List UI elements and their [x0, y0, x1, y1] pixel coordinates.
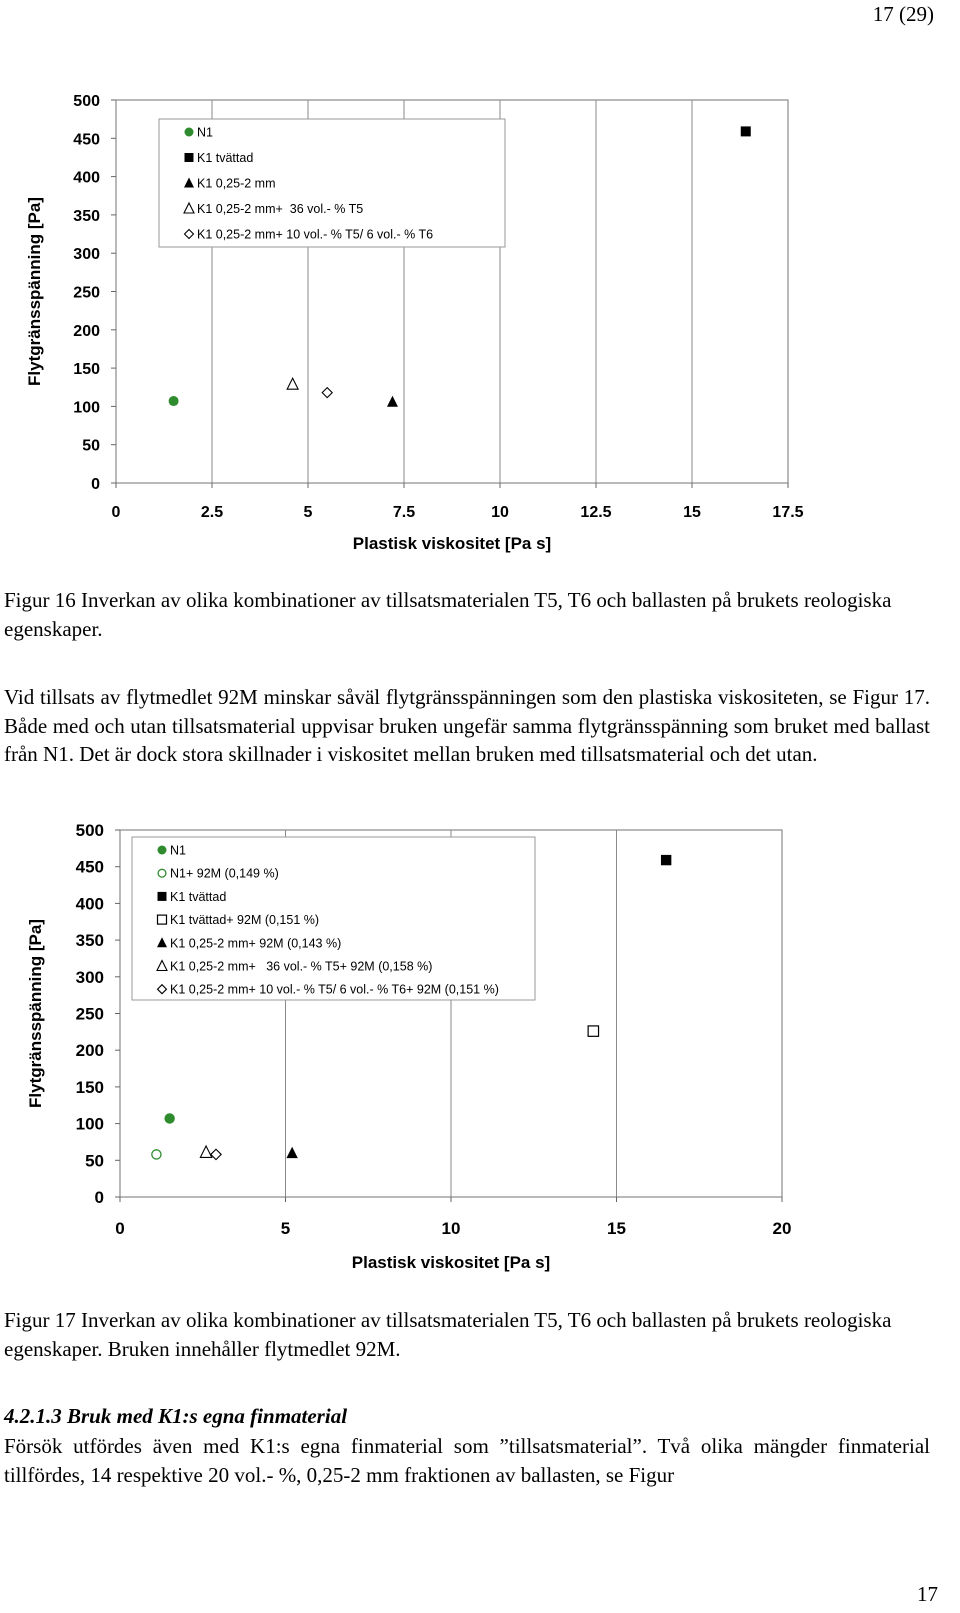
- data-point: [211, 1149, 221, 1159]
- data-point: [287, 378, 298, 389]
- legend-entry: N1: [170, 843, 186, 858]
- x-axis-label: Plastisk viskositet [Pa s]: [352, 534, 552, 553]
- page-indicator: 17 (29): [872, 2, 934, 26]
- y-tick-label: 50: [82, 437, 100, 455]
- y-tick-label: 250: [73, 284, 100, 302]
- legend-entry: K1 0,25-2 mm: [197, 176, 276, 191]
- data-point: [152, 1150, 161, 1159]
- x-tick-label: 5: [303, 504, 313, 521]
- y-tick-label: 0: [91, 476, 100, 493]
- x-tick-label: 0: [115, 1219, 125, 1238]
- y-tick-label: 400: [73, 169, 100, 187]
- data-point: [286, 1147, 297, 1158]
- section-paragraph: Försök utfördes även med K1:s egna finmaterial som ”tillsatsmaterial”. Två olika mängder finmaterial tillfördes, 14 respektive 20 vol.- %, 0,25-2 mm fraktionen av ballasten, se Figur: [4, 1434, 930, 1487]
- legend-entry: K1 tvättad: [170, 889, 227, 904]
- x-tick-label: 15: [683, 504, 701, 521]
- y-tick-label: 200: [73, 322, 100, 340]
- y-tick-label: 300: [75, 967, 104, 987]
- y-tick-label: 400: [75, 894, 104, 914]
- chart-svg: [0, 812, 960, 1282]
- x-tick-label: 0: [111, 504, 121, 521]
- legend-entry: K1 tvättad+ 92M (0,151 %): [170, 913, 320, 928]
- y-tick-label: 150: [73, 361, 100, 379]
- legend-marker: [185, 153, 194, 162]
- x-tick-label: 10: [491, 504, 509, 521]
- y-tick-label: 350: [73, 207, 100, 225]
- legend-marker: [158, 869, 166, 877]
- x-tick-label: 7.5: [392, 504, 416, 521]
- figure-17-chart: [0, 812, 960, 1282]
- y-tick-label: 250: [75, 1004, 104, 1024]
- legend-entry: K1 0,25-2 mm+ 36 vol.- % T5+ 92M (0,158 %): [170, 959, 433, 974]
- x-tick-label: 17.5: [772, 504, 804, 521]
- legend-entry: K1 tvättad: [197, 151, 254, 165]
- y-tick-label: 200: [75, 1041, 104, 1061]
- y-tick-label: 450: [75, 857, 104, 877]
- y-tick-label: 350: [75, 931, 104, 951]
- y-tick-label: 100: [75, 1114, 104, 1134]
- legend-entry: K1 0,25-2 mm+ 92M (0,143 %): [170, 936, 342, 951]
- legend-entry: N1: [197, 125, 213, 140]
- legend-marker: [158, 892, 167, 901]
- data-point: [741, 126, 751, 136]
- data-point: [164, 1113, 174, 1123]
- x-axis-label: Plastisk viskositet [Pa s]: [351, 1253, 551, 1272]
- y-tick-label: 100: [73, 399, 100, 417]
- y-tick-label: 300: [73, 246, 100, 264]
- y-tick-label: 150: [75, 1077, 104, 1097]
- y-tick-label: 0: [94, 1188, 104, 1207]
- figure-16-chart: [0, 80, 960, 560]
- x-tick-label: 15: [607, 1219, 626, 1238]
- data-point: [200, 1146, 211, 1157]
- legend-entry: K1 0,25-2 mm+ 10 vol.- % T5/ 6 vol.- % T6: [197, 227, 434, 242]
- data-point: [387, 396, 398, 407]
- body-paragraph: Vid tillsats av flytmedlet 92M minskar såväl flytgränsspänningen som den plastiska viskositeten, se Figur 17. Både med och utan tillsatsmaterial uppvisar bruken ungefär samma flytgränsspänning som bruket med ballast från N1. Det är dock stora skillnader i viskositet mellan bruken med tillsatsmaterial och det utan.: [4, 685, 930, 766]
- x-tick-label: 5: [280, 1219, 291, 1238]
- y-tick-label: 500: [73, 93, 100, 110]
- data-point: [661, 855, 671, 865]
- data-point: [588, 1026, 598, 1036]
- legend-marker: [158, 846, 167, 855]
- data-point: [322, 388, 332, 398]
- y-tick-label: 500: [75, 821, 104, 840]
- y-tick-label: 50: [85, 1151, 104, 1171]
- legend-marker: [185, 128, 194, 137]
- data-point: [169, 396, 179, 406]
- y-axis-label: Flytgränsspänning [Pa]: [25, 197, 44, 386]
- y-tick-label: 450: [73, 131, 100, 149]
- legend-entry: K1 0,25-2 mm+ 36 vol.- % T5: [197, 202, 364, 216]
- footer-page-number: 17: [917, 1582, 938, 1606]
- legend-entry: N1+ 92M (0,149 %): [170, 866, 279, 881]
- chart-svg: [0, 80, 960, 560]
- x-tick-label: 12.5: [580, 504, 612, 521]
- x-tick-label: 2.5: [200, 504, 224, 521]
- legend-marker: [158, 915, 167, 924]
- figure-16-caption: Figur 16 Inverkan av olika kombinationer av tillsatsmaterialen T5, T6 och ballasten på brukets reologiska egenskaper.: [4, 588, 892, 641]
- x-tick-label: 10: [441, 1219, 461, 1238]
- y-axis-label: Flytgränsspänning [Pa]: [26, 919, 45, 1108]
- section-heading: 4.2.1.3 Bruk med K1:s egna finmaterial: [4, 1404, 348, 1428]
- figure-17-caption: Figur 17 Inverkan av olika kombinationer av tillsatsmaterialen T5, T6 och ballasten på brukets reologiska egenskaper. Bruken innehåller flytmedlet 92M.: [4, 1308, 892, 1361]
- x-tick-label: 20: [772, 1219, 792, 1238]
- legend-entry: K1 0,25-2 mm+ 10 vol.- % T5/ 6 vol.- % T6+ 92M (0,151 %): [170, 982, 499, 997]
